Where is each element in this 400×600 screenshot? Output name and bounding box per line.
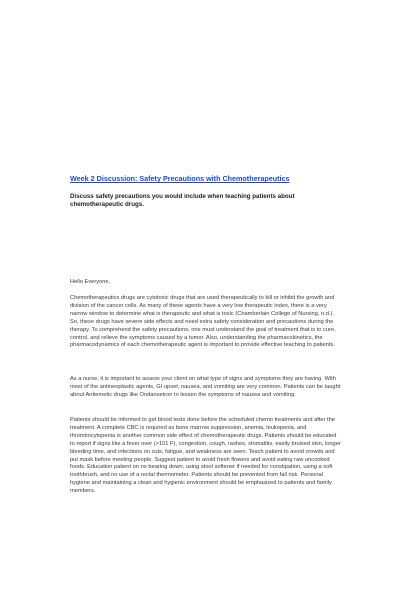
document-title-link[interactable]: Week 2 Discussion: Safety Precautions with Chemotherapeutics [70,174,290,183]
discussion-prompt: Discuss safety precautions you would include when teaching patients about chemotherapeutic drugs. [70,193,295,208]
paragraph-3: Patients should be informed to get blood tests done before the scheduled chemo treatments and after the treatment. A complete CBC is required as bone marrow suppression, anemia, leukopenia, and thrombocytopenia is another common side effect of chemotherapeutic drugs. Patients should be educated to report if signs like a fever over (>101 F), congestion, cough, rashes, stomatitis, easily bruised skin, longer bleeding time, and infections on cuts, fatigue, and weakness are seen. Teach patient to avoid crowds and put mask before meeting people. Suggest patient to avoid fresh flowers and avoid eating raw uncooked foods. Education patient on no bearing down; using stool softener if needed for constipation, using a soft toothbrush, and no use of a rectal thermometer. Patients should be prevented from fall risk. Personal hygiene and maintaining a clean and hygienic environment should be emphasized to patients and family members. [70,417,341,495]
greeting: Hello Everyone, [70,279,111,285]
paragraph-2: As a nurse, it is important to assess your client on what type of signs and symptoms they are having. With most of the antineoplastic agents, GI upset; nausea, and vomiting are very common. Patients can be taught about Antiemetic drugs like Ondansetron to lessen the symptoms of nausea and vomiting. [70,376,341,398]
paragraph-1: Chemotherapeutics drugs are cytotoxic drugs that are used therapeutically to kill or inhibit the growth and division of the cancer cells. As many of these agents have a very low therapeutic index, there is a very narrow window to determine what is therapeutic and what is toxic (Chamberlain College of Nursing, n.d.). So, these drugs have severe side effects and need extra safety consideration and precautions during the therapy. To comprehend the safety precautions, one must understand the goal of treatment that is to cure, control, and relieve the symptoms caused by a tumor. Also, understanding the pharmacokinetics, the pharmacodynamics of each chemotherapeutic agent is important to provide effective teaching to patients. [70,295,336,349]
